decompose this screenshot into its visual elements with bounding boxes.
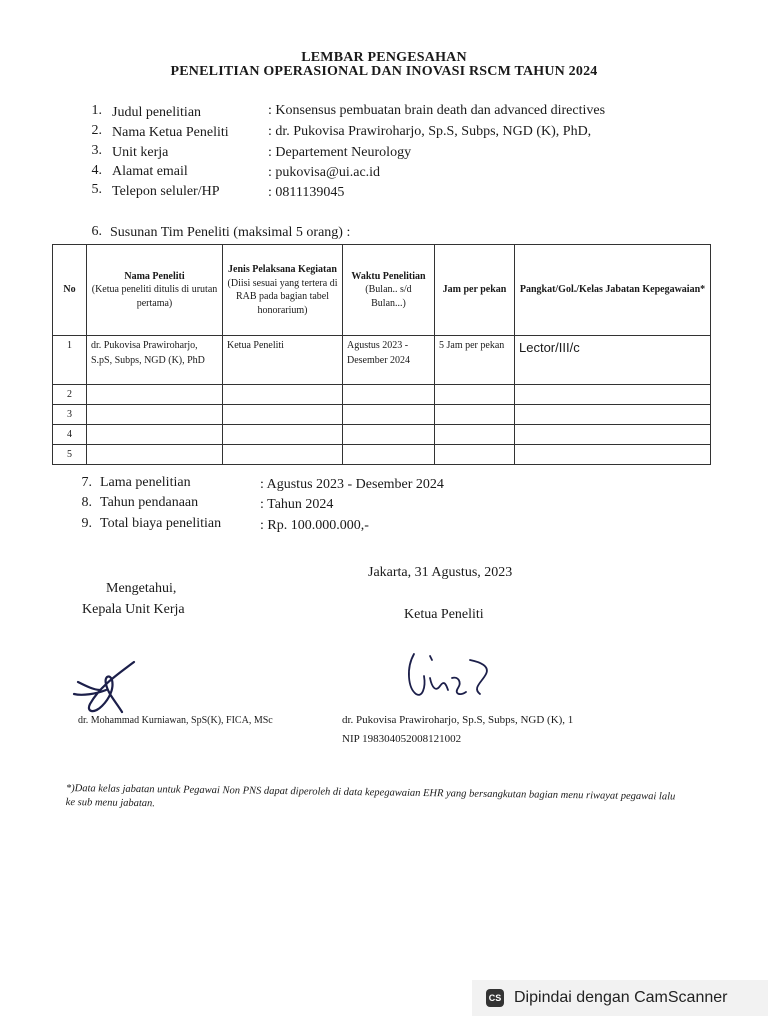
lead-researcher-name: dr. Pukovisa Prawiroharjo, Sp.S, Subps, NGD (K), 1 xyxy=(342,714,574,726)
table-row xyxy=(53,405,711,425)
cell-nama xyxy=(87,425,223,445)
field-number: 9. xyxy=(81,516,92,531)
lead-researcher-title: Ketua Peneliti xyxy=(404,607,484,622)
field-number: 1. xyxy=(91,103,102,118)
cell-jam xyxy=(435,445,515,465)
cell-jenis xyxy=(223,405,343,425)
scanner-watermark xyxy=(472,980,768,1016)
document-subtitle: PENELITIAN OPERASIONAL DAN INOVASI RSCM TAHUN 2024 xyxy=(170,64,598,79)
unit-head-title: Kepala Unit Kerja xyxy=(82,602,185,617)
cell-waktu xyxy=(343,405,435,425)
field-number: 2. xyxy=(91,123,102,138)
field-number: 6. xyxy=(91,224,102,239)
field-value: : Tahun 2024 xyxy=(260,497,334,512)
field-number: 4. xyxy=(91,163,102,178)
header-waktu: Waktu Penelitian (Bulan.. s/d Bulan...) xyxy=(343,245,435,336)
cell-no: 3 xyxy=(53,405,87,425)
cell-waktu xyxy=(343,385,435,405)
field-number: 7. xyxy=(81,475,92,490)
header-pangkat: Pangkat/Gol./Kelas Jabatan Kepegawaian* xyxy=(515,245,711,336)
header-jenis: Jenis Pelaksana Kegiatan (Diisi sesuai yang tertera di RAB pada bagian tabel honorarium) xyxy=(223,245,343,336)
cell-waktu xyxy=(343,445,435,465)
cell-jam: 5 Jam per pekan xyxy=(435,336,515,385)
header-no: No xyxy=(53,245,87,336)
table-row xyxy=(53,336,711,385)
field-label: Nama Ketua Peneliti xyxy=(112,125,229,140)
document-title: LEMBAR PENGESAHAN xyxy=(301,50,467,65)
field-label: Unit kerja xyxy=(112,145,169,160)
field-number: 3. xyxy=(91,143,102,158)
field-number: 8. xyxy=(81,495,92,510)
field-value: : dr. Pukovisa Prawiroharjo, Sp.S, Subps, NGD (K), PhD, xyxy=(268,124,592,139)
cell-pangkat xyxy=(515,405,711,425)
field-label: Judul penelitian xyxy=(112,105,202,120)
cell-waktu xyxy=(343,425,435,445)
field-value: : Konsensus pembuatan brain death dan advanced directives xyxy=(268,103,606,118)
table-row xyxy=(53,445,711,465)
field-value: : Departement Neurology xyxy=(268,145,412,160)
table-row xyxy=(53,425,711,445)
field-value: : pukovisa@ui.ac.id xyxy=(268,165,381,180)
header-jam: Jam per pekan xyxy=(435,245,515,336)
field-value: : 0811139045 xyxy=(268,185,345,200)
cell-jam xyxy=(435,385,515,405)
cell-no: 2 xyxy=(53,385,87,405)
lead-researcher-signature xyxy=(400,648,500,708)
table-row xyxy=(53,385,711,405)
cell-nama xyxy=(87,405,223,425)
field-label: Lama penelitian xyxy=(100,475,191,490)
team-section-label: Susunan Tim Peneliti (maksimal 5 orang) : xyxy=(110,225,351,240)
cell-pangkat xyxy=(515,385,711,405)
field-value: : Rp. 100.000.000,- xyxy=(260,518,369,533)
camscanner-logo-icon: CS xyxy=(486,989,504,1007)
cell-nama: dr. Pukovisa Prawiroharjo, S.pS, Subps, NGD (K), PhD xyxy=(87,336,223,385)
cell-jenis xyxy=(223,445,343,465)
cell-waktu: Agustus 2023 - Desember 2024 xyxy=(343,336,435,385)
cell-no: 1 xyxy=(53,336,87,385)
approval-heading: Mengetahui, xyxy=(106,581,177,596)
cell-no: 4 xyxy=(53,425,87,445)
cell-jam xyxy=(435,425,515,445)
field-label: Total biaya penelitian xyxy=(100,516,222,531)
field-value: : Agustus 2023 - Desember 2024 xyxy=(260,477,444,492)
cell-no: 5 xyxy=(53,445,87,465)
unit-head-signature xyxy=(60,660,150,720)
research-team-table xyxy=(52,244,711,465)
place-date: Jakarta, 31 Agustus, 2023 xyxy=(368,565,513,580)
field-number: 5. xyxy=(91,182,102,197)
cell-jam xyxy=(435,405,515,425)
table-header-row xyxy=(53,245,711,336)
footnote: *)Data kelas jabatan untuk Pegawai Non PNS dapat diperoleh di data kepegawaian EHR yang bersangkutan bagian menu riwayat pegawai lalu ke sub menu jabatan. xyxy=(65,782,676,809)
cell-nama xyxy=(87,445,223,465)
cell-jenis xyxy=(223,385,343,405)
cell-jenis xyxy=(223,425,343,445)
cell-pangkat xyxy=(515,445,711,465)
cell-pangkat xyxy=(515,425,711,445)
cell-pangkat: Lector/III/c xyxy=(515,336,711,385)
cell-nama xyxy=(87,385,223,405)
unit-head-name: dr. Mohammad Kurniawan, SpS(K), FICA, MSc xyxy=(78,715,273,726)
field-label: Tahun pendanaan xyxy=(100,495,199,510)
scanner-text: Dipindai dengan CamScanner xyxy=(514,989,728,1006)
field-label: Alamat email xyxy=(112,164,188,179)
cell-jenis: Ketua Peneliti xyxy=(223,336,343,385)
lead-researcher-nip: NIP 198304052008121002 xyxy=(342,733,462,745)
header-nama: Nama Peneliti (Ketua peneliti ditulis di urutan pertama) xyxy=(87,245,223,336)
field-label: Telepon seluler/HP xyxy=(112,184,220,199)
